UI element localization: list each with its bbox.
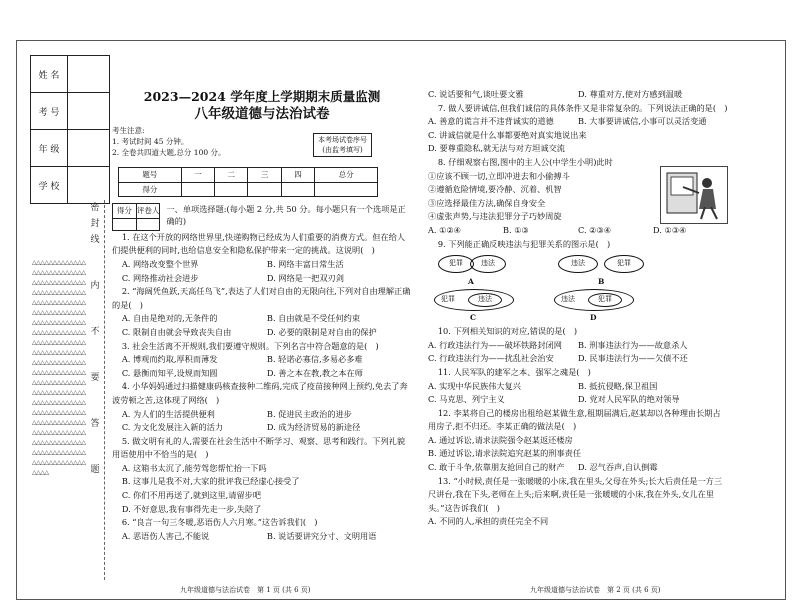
option[interactable]: A. 这箱书太沉了,能劳驾您帮忙抬一下吗 [121,462,267,473]
exam-number-field[interactable] [68,93,110,130]
statement: ④虚张声势,与违法犯罪分子巧妙周旋 [428,211,562,222]
score-cell[interactable] [248,182,281,197]
option[interactable]: A. 善意的谎言并不违背诚实的道德 [428,116,554,127]
section-1-instruction: 一、单项选择题:(每小题 2 分,共 50 分。每小题只有一个选项是正确的) [166,204,406,227]
student-info-table [30,55,110,204]
page-column-2 [428,88,728,529]
option[interactable]: C. 讲诚信就是什么事都要绝对真实地说出来 [428,129,587,140]
option[interactable]: D. 善之本在教,教之本在师 [266,367,363,378]
option[interactable]: A. 不同的人,承担的责任完全不同 [428,516,549,527]
question-11-options-row-1 [428,380,728,394]
option[interactable]: B. 刑事违法行为——故意杀人 [578,339,688,350]
question-2: 2. “海阔凭鱼跃,天高任鸟飞”,表达了人们对自由的无限向往,下列对自由理解正确的是( ) [112,286,411,310]
statement: ②遵循危险情境,要冷静、沉着、机智 [428,184,562,195]
option[interactable]: C. 你们不用再送了,就到这里,请留步吧 [121,490,262,501]
option[interactable]: A. 网络改变整个世界 [121,258,199,269]
page-footer-left: 九年级道德与法治试卷 第 1 页 (共 6 页) [180,586,311,594]
diagram-d-illegal-ellipse: 违法 [554,289,634,311]
question-11: 11. 人民军队的建军之本、强军之魂是( ) [437,366,591,377]
score-cell[interactable] [215,182,248,197]
grader-score-cell[interactable] [113,218,137,230]
option[interactable]: D. 党对人民军队的绝对领导 [578,394,680,405]
option[interactable]: D. 必要的限制是对自由的保护 [266,326,377,337]
score-header-cell: 一 [181,168,214,183]
option[interactable]: C. ②③④ [578,224,612,235]
option[interactable]: B. 自由就是不受任何约束 [266,313,361,324]
option[interactable]: A. 通过诉讼,请求法院强令赵某返还楼房 [428,434,573,445]
option[interactable]: B. 促进民主政治的进步 [266,408,352,419]
option[interactable]: C. 悬衡而知平,设规而知圆 [121,367,218,378]
option[interactable]: D. 尊重对方,使对方感到温暖 [578,89,683,99]
seal-char: 题 [90,465,100,475]
option[interactable]: A. 恶语伤人害己,不能说 [121,530,210,541]
seal-char: 要 [90,373,100,383]
question-2-options-row-1 [112,312,412,326]
option[interactable]: D. 民事违法行为——欠债不还 [578,353,688,364]
option[interactable]: A. 自由是绝对的,无条件的 [121,313,218,324]
score-cell[interactable] [315,182,378,197]
question-9: 9. 下列能正确反映违法与犯罪关系的图示是( ) [437,238,611,249]
score-cell[interactable] [181,182,214,197]
option[interactable]: D. 要尊重隐私,就无法与对方坦诚交流 [428,143,565,154]
grade-field[interactable] [68,130,110,167]
diagram-c-illegal-ellipse: 违法 [468,293,502,307]
section-1-header [112,203,412,231]
option[interactable]: C. 马克思、列宁主义 [428,394,505,405]
question-3: 3. 社会生活离不开规则,我们要遵守规则。下列名言中符合题意的是( ) [121,340,379,351]
exam-notes [112,125,412,165]
question-1: 1. 在这个开放的网络世界里,快递购物已经成为人们重要的消费方式。但在给人们提供便利的同时,也给信息安全和隐私保护带来一定的挑战。这说明( ) [112,231,406,256]
option[interactable]: C. 说话要和气,谈吐要文雅 [428,89,524,99]
question-11-options-row-2 [428,393,728,407]
diagram-c-label[interactable]: C [470,313,476,323]
question-1-options-row-2 [112,272,412,286]
score-header-cell: 题号 [119,168,182,183]
score-header-cell: 三 [248,168,281,183]
diagram-b-illegal-ellipse: 违法 [558,255,598,273]
option[interactable]: A. ①②④ [428,224,462,235]
exam-title: 2023—2024 学年度上学期期末质量监测 [143,89,381,104]
question-1-options-row-1 [112,258,412,272]
option[interactable]: D. 成为经济贸易的新途径 [266,422,361,433]
name-label: 姓 名 [31,56,68,93]
question-7: 7. 做人要讲诚信,但我们诚信的具体条件又是非常复杂的。下列说法正确的是( ) [437,102,728,113]
statement: ③应选择最佳方法,确保自身安全 [428,197,546,208]
seal-char: 不 [90,327,100,337]
diagram-a-label[interactable]: A [468,277,474,287]
option[interactable]: B. 抵抗侵略,保卫祖国 [578,380,658,391]
name-field[interactable] [68,56,110,93]
option[interactable]: A. 博观而约取,厚积而薄发 [121,354,218,365]
seal-char: 答 [90,419,100,429]
question-3-options-row-1 [112,353,412,367]
diagram-c-crime-ellipse: 犯罪 [434,289,514,311]
triangle-pattern: △△△△△△△△△△△△△△△△△△△△△△△△△△△△△△△△△△△△△△△△△△△△△△△△△△△△△△△△△△△△△△△△△△△△△△△△△△△△△△△△△△△△△△△△△△△△△△△△△△△△△△△△△△△△△△△△△△△△△△△△△△△△△△△△△△△△△△△△△△△△△△△△△△△△△△△△△△△△△△△△△△△△△△△△△△△△△△△△△△△△△△△△△△△△△△△△△△△△△△△△△△△△△△△△△△△△△△△△△△△△△△△△△△△△△△△△△△△△△△△△△△△△△△△△△△△△△△△△△△△△△△△△△△△△△△△△△△△△△ [32,259,86,476]
option[interactable]: B. 通过诉讼,请求法院追究赵某的刑事责任 [428,448,582,459]
option[interactable]: B. 这事儿是我不对,大家的批评我已经虚心接受了 [121,476,300,487]
grader-cell[interactable] [136,218,160,230]
question-8-block [428,156,728,224]
grader-score-label: 得分 [113,204,137,219]
venn-diagram-options [428,253,728,323]
school-field[interactable] [68,167,110,204]
grader-label: 评卷人 [136,204,160,219]
notes-line-1: 1. 考试时间 45 分钟。 [112,137,189,146]
binding-info [30,55,110,204]
option[interactable]: C. 限制自由就会导致丧失自由 [121,326,232,337]
question-8-options [428,224,728,238]
option[interactable]: D. ①③④ [653,224,687,235]
exam-number-label: 考 号 [31,93,68,130]
seal-char: 密 [90,203,100,213]
option[interactable]: A. 为人们的生活提供便利 [121,408,215,419]
question-13: 13. “小时候,责任是一张暖暖的小床,我在里头,父母在外头;长大后责任是一方三尺讲台,我在下头,老师在上头;后来啊,责任是一张暖暖的小床,我在外头,女儿在里头。”这告诉我们( ) [428,475,723,513]
option[interactable]: D. 网络是一把双刃剑 [266,272,344,283]
option[interactable]: B. 说话要讲究分寸、文明用语 [266,530,377,541]
seal-char: 内 [90,281,100,291]
option[interactable]: B. 网络丰富日常生活 [266,258,344,269]
question-5: 5. 做文明有礼的人,需要在社会生活中不断学习、观察、思考和践行。下列礼貌用语使用中不恰当的是( ) [112,435,406,460]
score-header-cell: 四 [281,168,314,183]
option[interactable]: C. 网络推动社会进步 [121,272,199,283]
diagram-b-label[interactable]: B [598,277,605,287]
diagram-d-crime-ellipse: 犯罪 [588,293,622,307]
question-10-options-row-1 [428,339,728,353]
question-2-options-row-2 [112,326,412,340]
option[interactable]: D. 忍气吞声,自认倒霉 [578,462,658,473]
statement: ①应该不顾一切,立即冲进去和小偷搏斗 [428,170,570,181]
thief-scene-icon [661,167,727,223]
diagram-b-crime-ellipse: 犯罪 [604,255,644,273]
option[interactable]: C. 为文化发展注入新的活力 [121,422,224,433]
notes-line-2: 2. 全卷共四道大题,总分 100 分。 [112,148,226,157]
question-4-options-row-1 [112,408,412,422]
question-6: 6. “良言一句三冬暖,恶语伤人六月寒。”这告诉我们( ) [121,517,318,528]
score-cell[interactable] [281,182,314,197]
seal-char: 线 [90,235,100,245]
option[interactable]: A. 实现中华民族伟大复兴 [428,380,521,391]
seal-dash-line [104,200,105,580]
question-12-options-row [428,461,728,475]
question-4-options-row-2 [112,421,412,435]
option[interactable]: A. 行政违法行为——破坏铁路封闭网 [428,339,562,350]
option[interactable]: B. 轻诺必寡信,多易必多难 [266,354,363,365]
option[interactable]: B. ①③ [503,224,529,235]
school-label: 学 校 [31,167,68,204]
exam-subtitle: 八年级道德与法治试卷 [194,106,330,122]
question-10-options-row-2 [428,352,728,366]
question-6-options-row-2 [428,88,728,102]
diagram-d-label[interactable]: D [590,313,597,323]
option[interactable]: B. 大事要讲诚信,小事可以灵活变通 [578,116,707,127]
grader-table [112,203,160,231]
seal-line-text [88,200,102,580]
diagram-a-illegal-ellipse: 违法 [470,255,506,273]
page-column-1 [112,88,412,543]
diagram-a-crime-ellipse: 犯罪 [438,255,474,273]
option[interactable]: D. 不好意思,我有事得先走一步,失陪了 [121,503,262,514]
score-row-label: 得分 [119,182,182,197]
question-8: 8. 仔细观察右图,图中的主人公(中学生小明)此时 [437,156,613,167]
option[interactable]: C. 行政违法行为——扰乱社会治安 [428,353,554,364]
question-7-options-row-1 [428,115,728,129]
grade-label: 年 级 [31,130,68,167]
option[interactable]: C. 敢于斗争,依靠朋友抢回自己的财产 [428,462,565,473]
question-6-options-row-1 [112,530,412,544]
score-header-cell: 总分 [315,168,378,183]
notes-heading: 考生注意: [112,126,145,135]
seat-number-box [313,133,372,157]
question-10: 10. 下列相关知识的对应,错误的是( ) [437,326,578,337]
score-table [118,167,378,197]
question-4: 4. 小华妈妈通过扫描健康码核查接种二维码,完成了疫苗接种网上预约,免去了奔波劳顿之苦,这体现了网络( ) [112,381,408,405]
seal-char: 封 [90,219,100,229]
seat-number-label: 本考场试卷序号 [318,136,367,144]
seat-number-note: (由监考填写) [322,146,363,154]
question-12: 12. 李某将自己的楼房出租给赵某做生意,租期届满后,赵某却以各种理由长期占用房子,拒不归还。李某正确的做法是( ) [428,407,721,432]
thief-illustration [660,166,728,224]
page-footer-right: 九年级道德与法治试卷 第 2 页 (共 6 页) [530,586,661,594]
question-3-options-row-2 [112,367,412,381]
score-header-cell: 二 [215,168,248,183]
